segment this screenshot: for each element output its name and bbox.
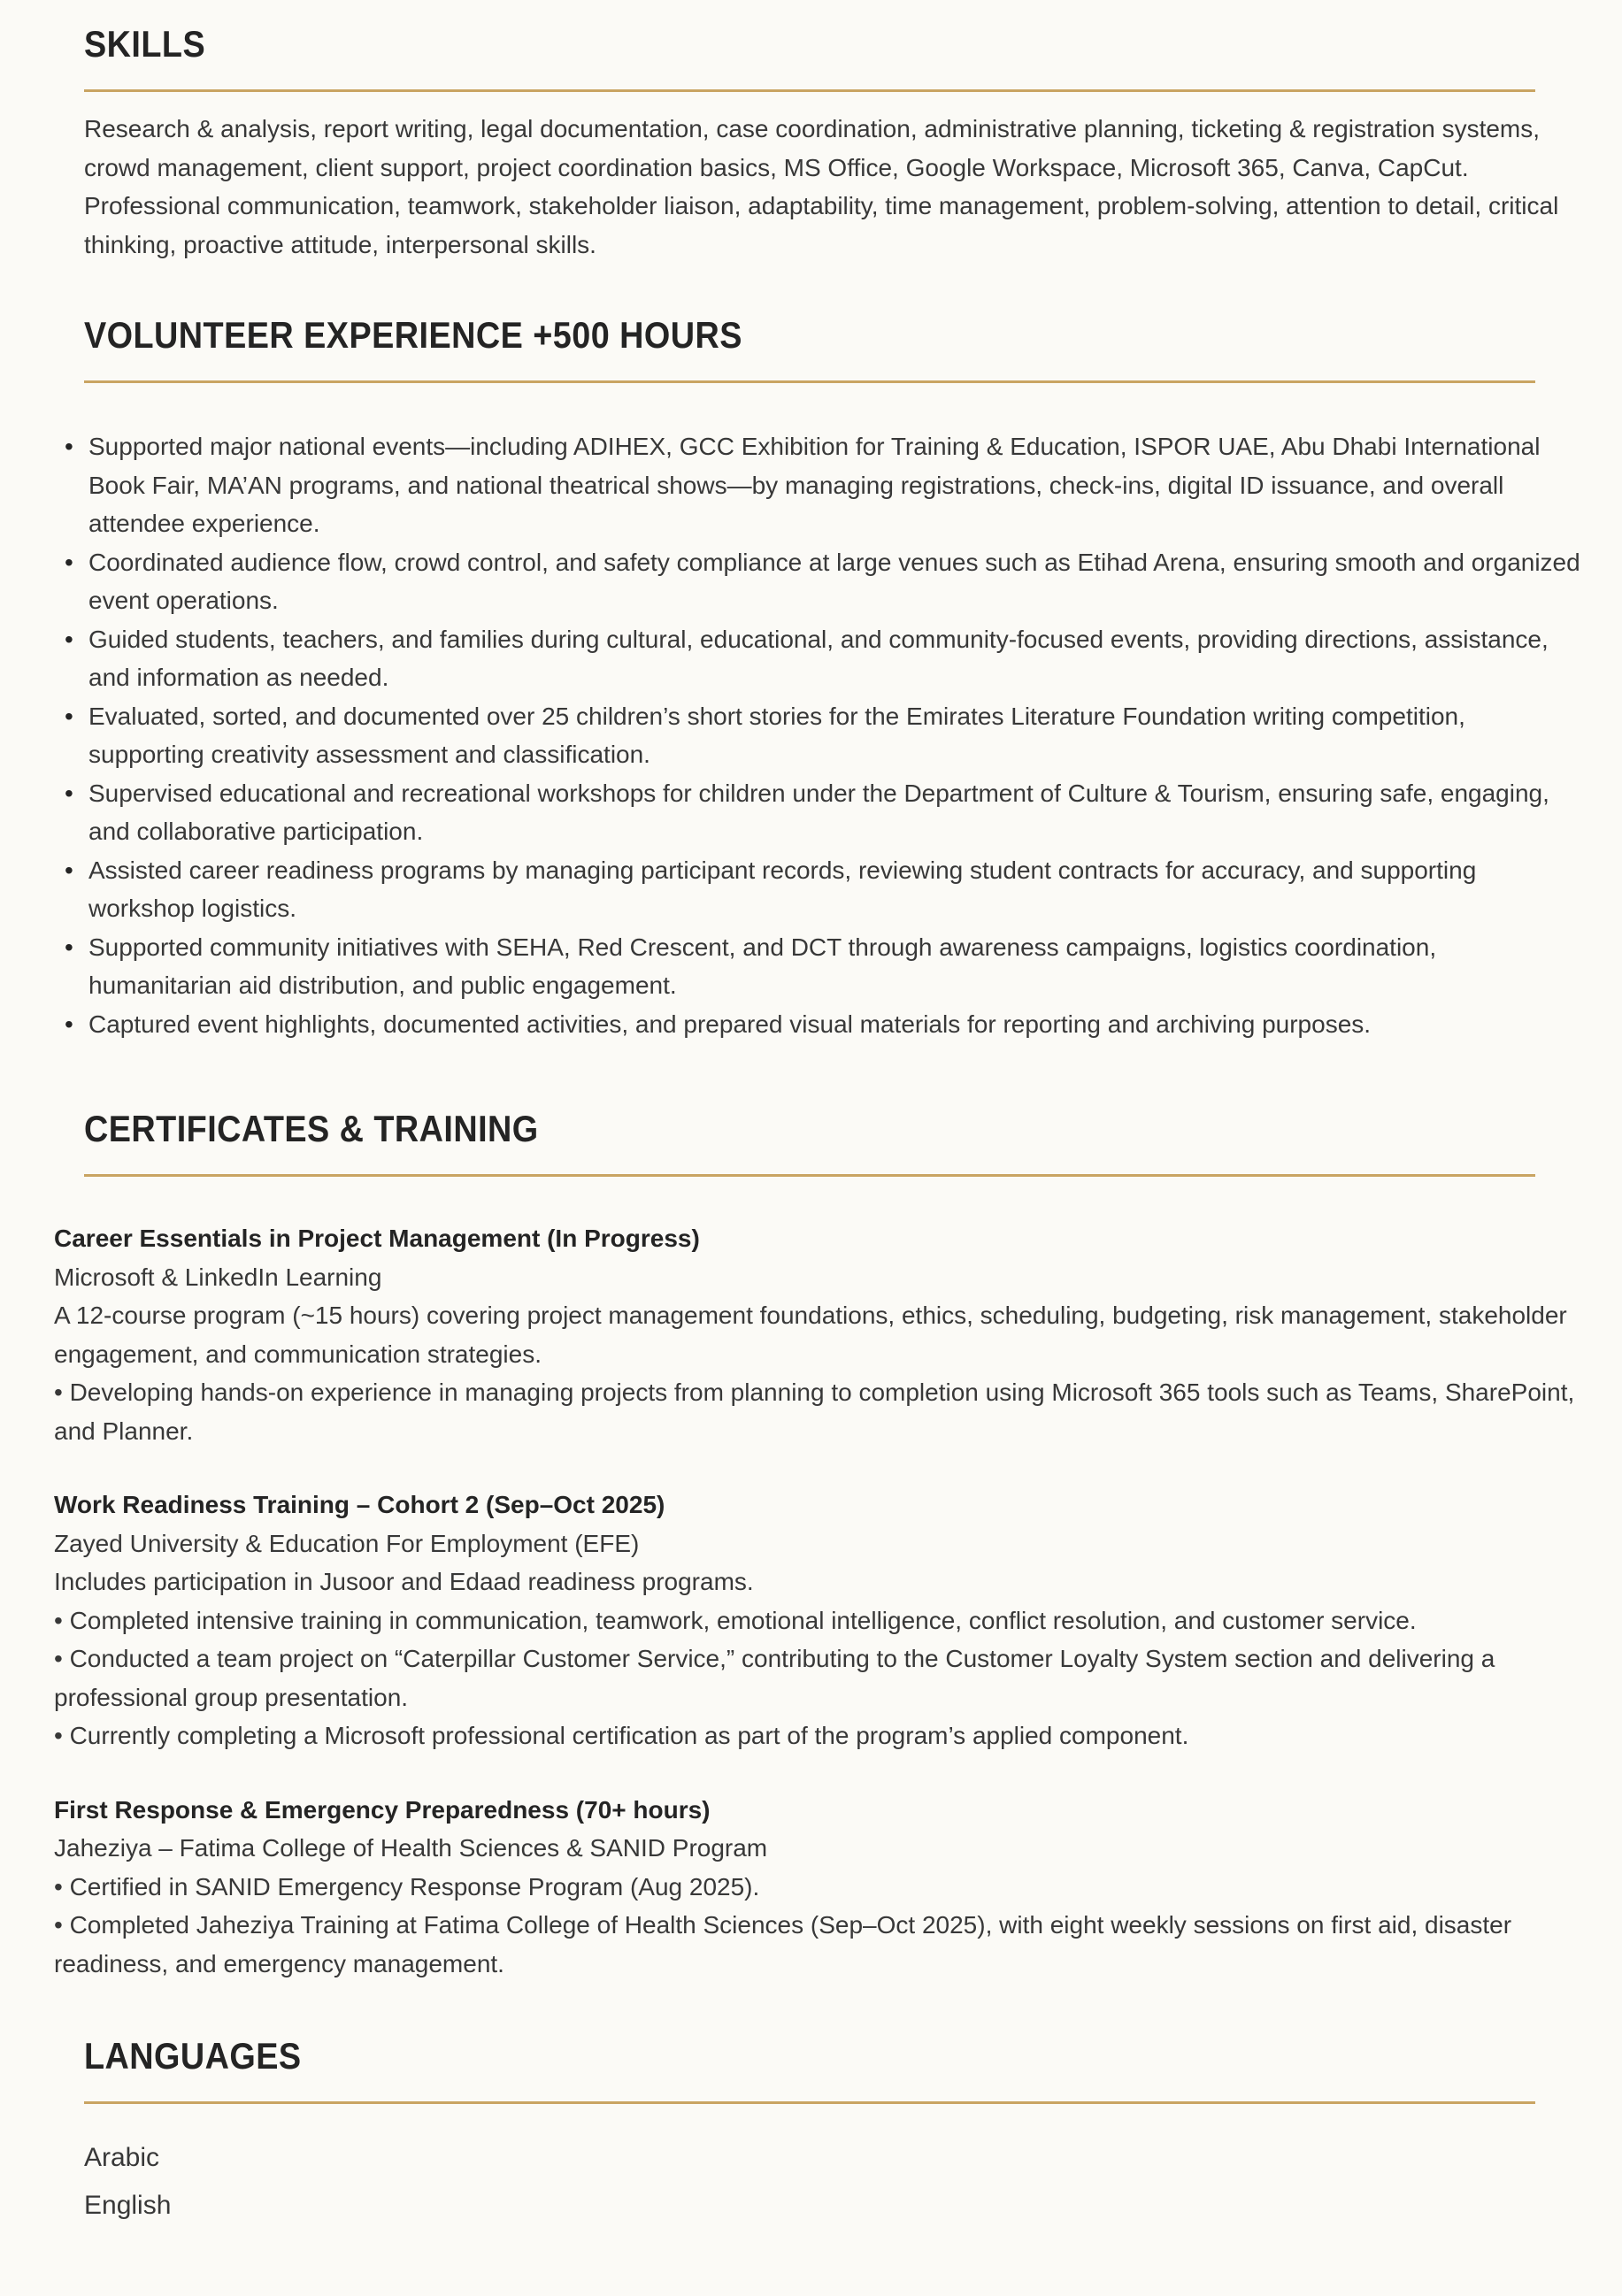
certificate-detail: • Developing hands-on experience in managing projects from planning to completion using Microsoft 365 tools such as Teams, SharePoint, and Planner. xyxy=(54,1378,1575,1445)
certificate-detail: • Currently completing a Microsoft professional certification as part of the program’s applied component. xyxy=(54,1722,1189,1749)
volunteer-bullet-item: • Evaluated, sorted, and documented over 25 children’s short stories for the Emirates Literature Foundation writing competition, supporting creativity assessment and classification. xyxy=(88,697,1582,774)
certificate-title: First Response & Emergency Preparedness (70+ hours) xyxy=(54,1795,711,1824)
languages-divider xyxy=(84,2101,1535,2104)
volunteer-bullet-item: • Supervised educational and recreational workshops for children under the Department of Culture & Tourism, ensuring safe, engaging, and collaborative participation. xyxy=(88,774,1582,851)
certificate-detail: • Conducted a team project on “Caterpillar Customer Service,” contributing to the Customer Loyalty System section and delivering a professional group presentation. xyxy=(54,1645,1495,1711)
volunteer-divider xyxy=(84,380,1535,383)
volunteer-bullet-item: • Supported community initiatives with SEHA, Red Crescent, and DCT through awareness campaigns, logistics coordination, humanitarian aid distribution, and public engagement. xyxy=(88,928,1582,1005)
volunteer-bullet-list xyxy=(84,427,1582,1043)
certificate-entry xyxy=(54,1791,1582,1984)
certificates-heading: CERTIFICATES & TRAINING xyxy=(84,1108,539,1149)
languages-section xyxy=(84,2034,1582,2230)
volunteer-bullet-item: • Supported major national events—including ADIHEX, GCC Exhibition for Training & Education, ISPOR UAE, Abu Dhabi International Book Fair, MA’AN programs, and national theatrical shows—by managing registrations, check-ins, digital ID issuance, and overall attendee experience. xyxy=(88,427,1582,543)
certificate-issuer: Microsoft & LinkedIn Learning xyxy=(54,1263,382,1291)
certificate-description: A 12-course program (~15 hours) covering project management foundations, ethics, scheduling, budgeting, risk management, stakeholder engagement, and communication strategies. xyxy=(54,1302,1567,1368)
skills-soft-skills-paragraph: Professional communication, teamwork, stakeholder liaison, adaptability, time management, problem-solving, attention to detail, critical thinking, proactive attitude, interpersonal skills. xyxy=(84,192,1559,258)
certificate-title: Career Essentials in Project Management (In Progress) xyxy=(54,1225,700,1252)
volunteer-experience-section xyxy=(84,313,1582,1043)
certificates-section xyxy=(54,1107,1582,1983)
language-item: Arabic xyxy=(84,2143,160,2172)
volunteer-bullet-item: • Captured event highlights, documented activities, and prepared visual materials for reporting and archiving purposes. xyxy=(88,1005,1582,1044)
certificate-detail: • Certified in SANID Emergency Response Program (Aug 2025). xyxy=(54,1872,760,1901)
volunteer-bullet-item: • Coordinated audience flow, crowd control, and safety compliance at large venues such as Etihad Arena, ensuring smooth and organized event operations. xyxy=(88,543,1582,620)
certificate-title: Work Readiness Training – Cohort 2 (Sep–Oct 2025) xyxy=(54,1491,665,1518)
certificate-description: Includes participation in Jusoor and Edaad readiness programs. xyxy=(54,1568,754,1595)
certificate-issuer: Zayed University & Education For Employment (EFE) xyxy=(54,1529,640,1557)
certificate-entry xyxy=(54,1486,1582,1755)
certificate-issuer: Jaheziya – Fatima College of Health Sciences & SANID Program xyxy=(54,1834,768,1862)
certificate-entries xyxy=(54,1219,1582,1983)
volunteer-bullet-item: • Assisted career readiness programs by managing participant records, reviewing student contracts for accuracy, and supporting workshop logistics. xyxy=(88,851,1582,928)
languages-heading: LANGUAGES xyxy=(84,2035,302,2077)
certificate-detail: • Completed Jaheziya Training at Fatima College of Health Sciences (Sep–Oct 2025), with eight weekly sessions on first aid, disaster readiness, and emergency management. xyxy=(54,1911,1512,1977)
certificate-detail: • Completed intensive training in communication, teamwork, emotional intelligence, conflict resolution, and customer service. xyxy=(54,1606,1417,1634)
volunteer-experience-heading: VOLUNTEER EXPERIENCE +500 HOURS xyxy=(84,314,742,356)
skills-section xyxy=(84,22,1582,264)
language-item: English xyxy=(84,2191,172,2220)
languages-list xyxy=(84,2134,1582,2230)
certificate-entry xyxy=(54,1219,1582,1450)
skills-divider xyxy=(84,89,1535,92)
certificates-divider xyxy=(84,1174,1535,1177)
skills-heading: SKILLS xyxy=(84,23,206,65)
skills-hard-skills-paragraph: Research & analysis, report writing, legal documentation, case coordination, administrative planning, ticketing & registration systems, crowd management, client support, project coordination basics, MS Office, Google Workspace, Microsoft 365, Canva, CapCut. xyxy=(84,115,1541,181)
volunteer-bullet-item: • Guided students, teachers, and families during cultural, educational, and community-focused events, providing directions, assistance, and information as needed. xyxy=(88,620,1582,697)
skills-body xyxy=(84,110,1582,264)
